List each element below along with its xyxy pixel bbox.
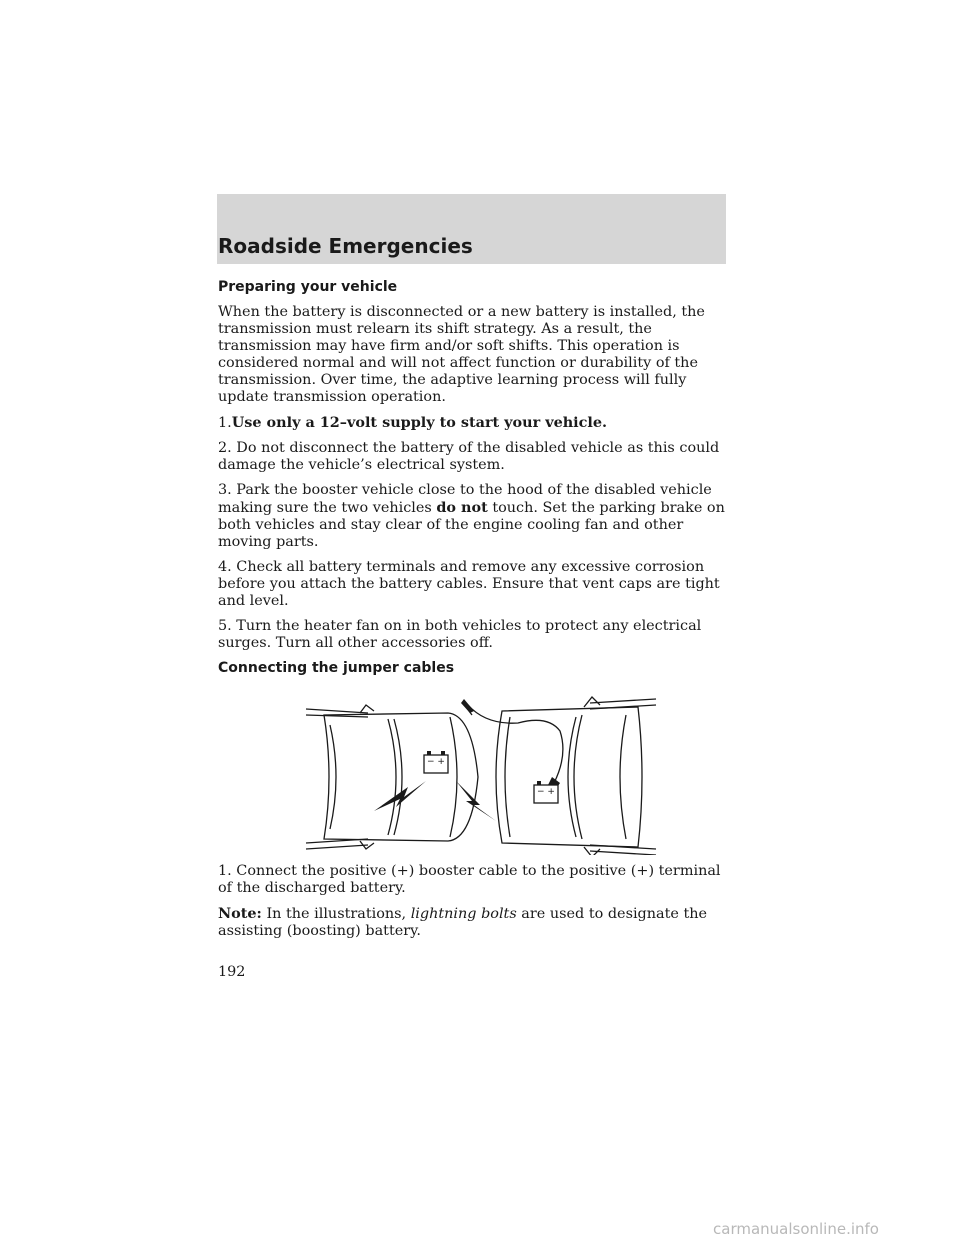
note-italic: lightning bolts xyxy=(410,906,517,922)
step-5: 5. Turn the heater fan on in both vehicles to protect any electrical surges. Turn all other accessories off. xyxy=(218,618,702,651)
left-car-mirror-top xyxy=(360,705,374,713)
jumper-cable xyxy=(468,705,563,783)
left-car-windshield-inner xyxy=(394,719,402,835)
page-content xyxy=(218,279,738,948)
right-car-roof xyxy=(620,715,626,839)
step-1-number: 1. xyxy=(218,415,232,431)
step-2: 2. Do not disconnect the battery of the disabled vehicle as this could damage the vehicle’s electrical system. xyxy=(218,440,720,473)
step-1 xyxy=(218,414,738,432)
note-label: Note: xyxy=(218,905,262,922)
lightning-bolt-icon-2 xyxy=(456,781,496,821)
left-car-body xyxy=(324,713,478,841)
page-number: 192 xyxy=(218,964,246,980)
right-car-windshield xyxy=(568,717,576,837)
step-3-post: touch. Set the parking brake on both vehicles and stay clear of the engine cooling fan and other moving parts. xyxy=(218,500,725,550)
step-3-bold: do not xyxy=(436,499,488,516)
step-1-bold-text: Use only a 12–volt supply to start your vehicle. xyxy=(231,414,608,431)
section-title: Roadside Emergencies xyxy=(218,234,473,258)
note xyxy=(218,905,738,940)
note-post: are used to designate the assisting (boosting) battery. xyxy=(218,906,708,939)
right-battery-label: − + xyxy=(537,787,555,797)
step-4: 4. Check all battery terminals and remove any excessive corrosion before you attach the battery cables. Ensure that vent caps are tight and level. xyxy=(218,559,720,609)
jumper-cables-heading: Connecting the jumper cables xyxy=(218,660,455,676)
intro-paragraph: When the battery is disconnected or a new battery is installed, the transmission must relearn its shift strategy. As a result, the transmission may have firm and/or soft shifts. This operation is considered normal and will not affect function or durability of the transmission. Over time, the adaptive learning process will fully update transmission operation. xyxy=(218,304,705,405)
left-car-hood-line xyxy=(450,717,457,837)
left-car-roof xyxy=(330,725,336,829)
connect-step-1: 1. Connect the positive (+) booster cable to the positive (+) terminal of the discharged battery. xyxy=(218,863,721,896)
watermark: carmanualsonline.info xyxy=(713,1220,879,1238)
cable-clamp-left xyxy=(461,699,474,713)
preparing-heading: Preparing your vehicle xyxy=(218,279,398,295)
cars-diagram xyxy=(218,685,738,855)
left-car-windshield xyxy=(388,719,396,835)
right-battery xyxy=(534,781,558,803)
left-battery xyxy=(424,751,448,773)
jumper-cable-illustration xyxy=(218,685,738,855)
note-pre: In the illustrations, xyxy=(261,906,411,922)
left-battery-label: − + xyxy=(427,757,445,767)
right-car-hood-line xyxy=(505,717,510,837)
step-3 xyxy=(218,482,738,551)
step-3-pre: 3. Park the booster vehicle close to the hood of the disabled vehicle making sure the two vehicles xyxy=(218,482,712,516)
right-car-windshield-inner xyxy=(574,715,582,839)
